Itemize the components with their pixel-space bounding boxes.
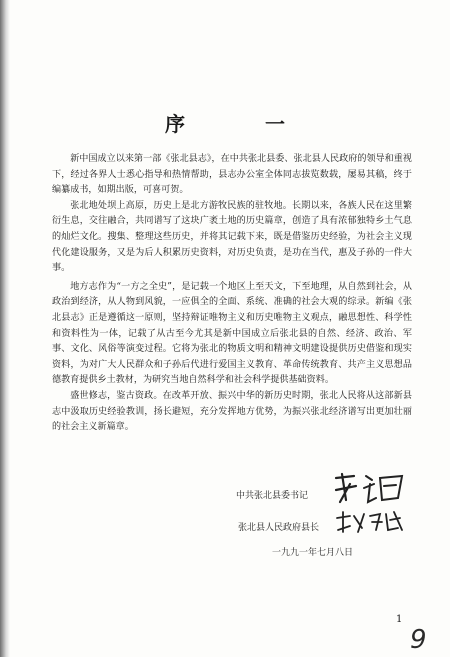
preface-body [52,152,412,436]
page-title: 序 一 [165,112,315,136]
paragraph-2: 张北地处坝上高原，历史上是北方游牧民族的驻牧地。长期以来，各族人民在这里繁衍生息，交往融合，共同谱写了这块广袤土地的历史篇章，创造了具有浓郁独特乡土气息的灿烂文化。搜集、整理这些历史，并将其记载下来，既是借鉴历史经验，为社会主义现代化建设服务，又是为后人积累历史资料，对历史负责，是功在当代，惠及子孙的一件大事。 [52,200,412,274]
scan-edge-shadow [0,0,10,657]
party-secretary-title: 中共张北县委书记 [236,491,309,501]
party-secretary-signature [332,470,412,506]
paragraph-4: 盛世修志，鉴古资政。在改革开放、振兴中华的新历史时期，张北人民将从这部新县志中汲取历史经验教训，扬长避短，充分发挥地方优势，为振兴张北经济谱写出更加壮丽的社会主义新篇章。 [52,390,412,433]
county-head-signature [334,508,404,536]
paragraph-1: 新中国成立以来第一部《张北县志》，在中共张北县委、张北县人民政府的领导和重视下，经过各界人士悉心指导和热情帮助，县志办公室全体同志拔览数载，屡易其稿，终于编纂成书，如期出版，可喜可贺。 [52,154,412,196]
handwritten-number: 9 [410,625,427,655]
page-number: 1 [396,614,403,625]
county-head-title: 张北县人民政府县长 [238,523,320,533]
paragraph-3: 地方志作为“一方之全史”，是记载一个地区上至天文，下至地理，从自然到社会，从政治到经济，从人物到风貌，一应俱全的全面、系统、准确的社会大观的综录。新编《张北县志》正是遵循这一原则，坚持辩证唯物主义和历史唯物主义观点，融思想性、科学性和资料性为一体，记载了从古至今尤其是新中国成立后张北县的自然、经济、政治、军事、文化、风俗等演变过程。它将为张北的物质文明和精神文明建设提供历史借鉴和现实资料，为对广大人民群众和子孙后代进行爱国主义教育、革命传统教育、共产主义思想品德教育提供乡土教材，为研究当地自然科学和社会科学提供基础资料。 [52,281,412,386]
date: 一九九一年七月八日 [272,548,354,558]
